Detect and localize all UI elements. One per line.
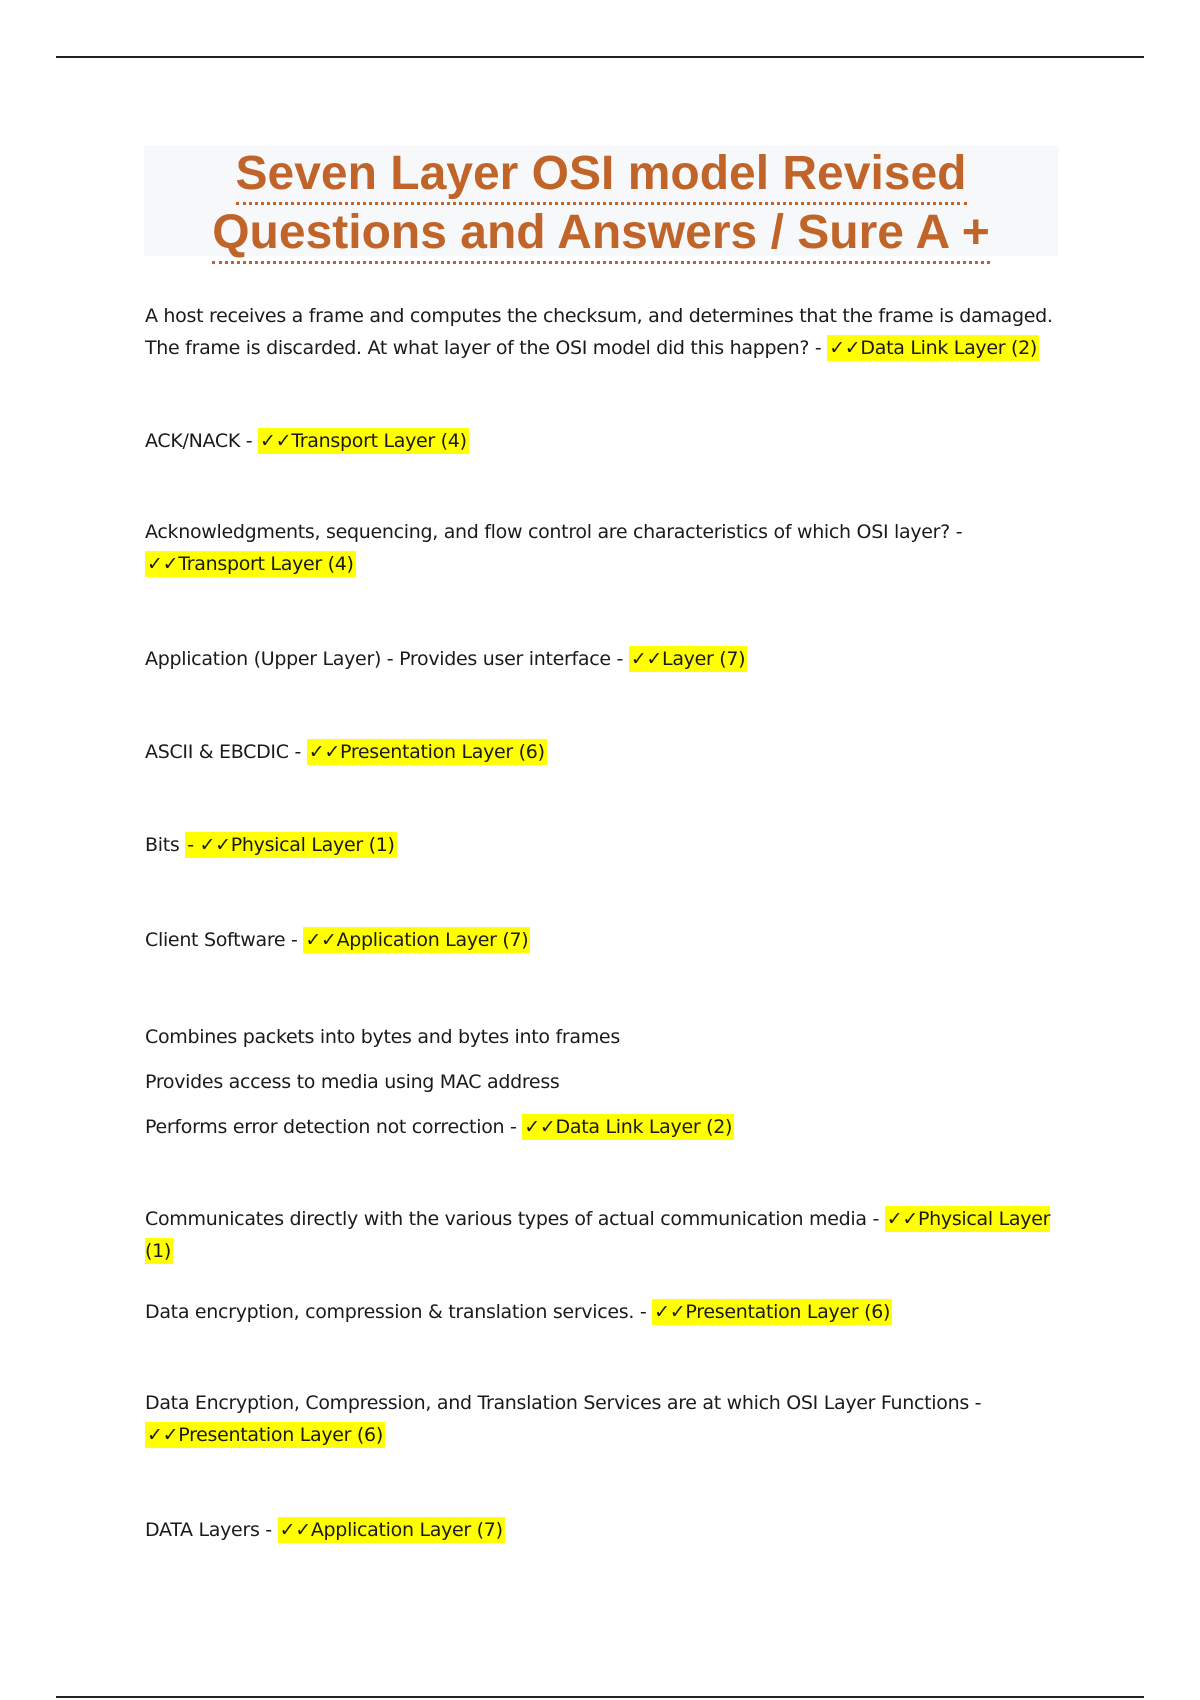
qa-item bbox=[145, 1296, 1065, 1328]
question-text: DATA Layers - bbox=[145, 1519, 278, 1541]
question-text: Data encryption, compression & translation services. - bbox=[145, 1301, 653, 1323]
question-text: Performs error detection not correction - bbox=[145, 1116, 523, 1138]
bottom-rule bbox=[56, 1696, 1144, 1698]
question-text: A host receives a frame and computes the checksum, and determines that the frame is damaged. bbox=[145, 305, 1053, 327]
question-text: Combines packets into bytes and bytes into frames bbox=[145, 1026, 620, 1048]
qa-item bbox=[145, 829, 1065, 861]
question-text: ASCII & EBCDIC - bbox=[145, 741, 307, 763]
question-text: Acknowledgments, sequencing, and flow control are characteristics of which OSI layer? - bbox=[145, 521, 963, 543]
document-title bbox=[144, 146, 1058, 259]
answer-highlight: ✓✓Transport Layer (4) bbox=[147, 553, 354, 575]
answer-highlight: ✓✓Data Link Layer (2) bbox=[829, 337, 1038, 359]
answer-highlight: ✓✓Transport Layer (4) bbox=[260, 430, 467, 452]
question-text: Application (Upper Layer) - Provides user interface - bbox=[145, 648, 629, 670]
qa-item bbox=[145, 1015, 1065, 1150]
top-rule bbox=[56, 56, 1144, 58]
question-text: Client Software - bbox=[145, 929, 304, 951]
title-line-2: Questions and Answers / Sure A + bbox=[212, 205, 990, 264]
question-text: Provides access to media using MAC address bbox=[145, 1071, 560, 1093]
qa-item bbox=[145, 516, 1065, 580]
question-text: Bits bbox=[145, 834, 186, 856]
qa-item bbox=[145, 1387, 1065, 1451]
answer-highlight: ✓✓Application Layer (7) bbox=[305, 929, 529, 951]
qa-item bbox=[145, 1203, 1065, 1267]
question-text: The frame is discarded. At what layer of the OSI model did this happen? - bbox=[145, 337, 828, 359]
answer-highlight: ✓✓Presentation Layer (6) bbox=[308, 741, 545, 763]
answer-highlight: ✓✓Presentation Layer (6) bbox=[147, 1424, 383, 1446]
qa-item bbox=[145, 643, 1065, 675]
qa-item bbox=[145, 736, 1065, 768]
question-text: Communicates directly with the various types of actual communication media - bbox=[145, 1208, 885, 1230]
answer-highlight: ✓✓Application Layer (7) bbox=[279, 1519, 503, 1541]
qa-item bbox=[145, 425, 1065, 457]
question-text: ACK/NACK - bbox=[145, 430, 259, 452]
answer-highlight: ✓✓Physical Layer (1) bbox=[145, 1208, 1051, 1262]
answer-highlight: ✓✓Layer (7) bbox=[630, 648, 746, 670]
answer-highlight: ✓✓Presentation Layer (6) bbox=[654, 1301, 891, 1323]
answer-highlight: - ✓✓Physical Layer (1) bbox=[187, 834, 395, 856]
qa-item bbox=[145, 924, 1065, 956]
question-text: Data Encryption, Compression, and Translation Services are at which OSI Layer Functions - bbox=[145, 1392, 982, 1414]
title-line-1: Seven Layer OSI model Revised bbox=[236, 146, 967, 205]
qa-item bbox=[145, 1514, 1065, 1546]
qa-item bbox=[145, 300, 1065, 364]
answer-highlight: ✓✓Data Link Layer (2) bbox=[524, 1116, 733, 1138]
